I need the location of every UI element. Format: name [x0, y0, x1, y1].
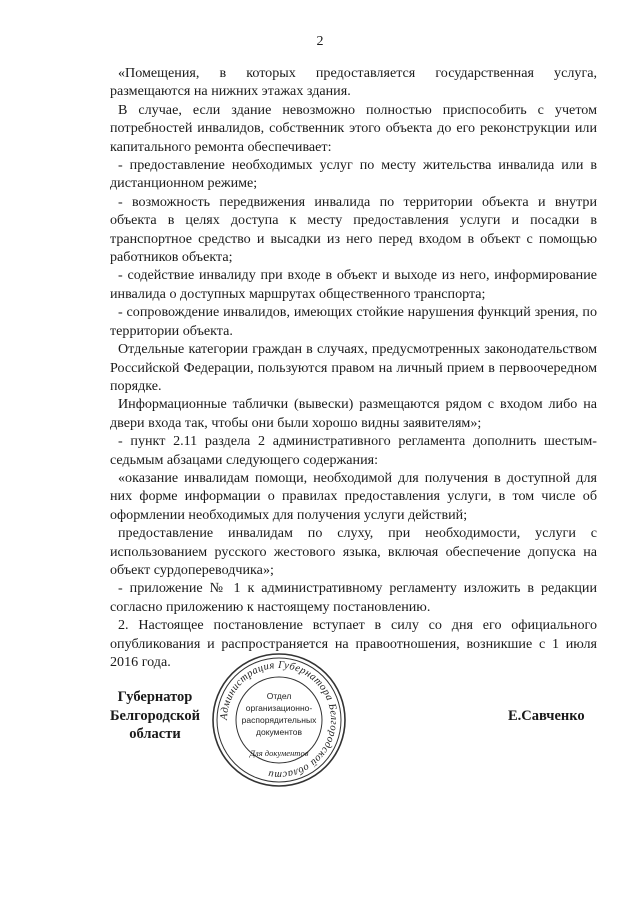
paragraph: В случае, если здание невозможно полностью приспособить с учетом потребностей инвалидов, собственник этого объекта до его реконструкции или капитального ремонта обеспечивает: [110, 101, 597, 155]
signature-title-line2: Белгородской области [109, 707, 201, 742]
stamp-line2: организационно- [245, 703, 313, 713]
signature-title [90, 688, 220, 744]
page-number: 2 [316, 34, 324, 49]
paragraph: Информационные таблички (вывески) размещаются рядом с входом либо на двери входа так, чтобы они были хорошо видны заявителям»; [110, 396, 597, 431]
paragraph: «оказание инвалидам помощи, необходимой для получения в доступной для них форме информации о правилах предоставления услуги, в том числе об оформлении необходимых для получения услуги действий; [110, 469, 597, 523]
paragraph: - предоставление необходимых услуг по месту жительства инвалида или в дистанционном режиме; [110, 157, 597, 192]
paragraph: «Помещения, в которых предоставляется государственная услуга, размещаются на нижних этажах здания. [110, 65, 597, 100]
paragraph: Отдельные категории граждан в случаях, предусмотренных законодательством Российской Федерации, пользуются правом на личный прием в первоочередном порядке. [110, 341, 597, 394]
signature-name: Е.Савченко [508, 708, 585, 724]
paragraph: - содействие инвалиду при входе в объект и выходе из него, информирование инвалида о доступных маршрутах общественного транспорта; [110, 267, 597, 302]
official-stamp [211, 652, 347, 788]
stamp-ring-text: Администрация Губернатора Белгородской области [218, 659, 340, 781]
paragraph: предоставление инвалидам по слуху, при необходимости, услуги с использованием русского жестового языка, включая обеспечение допуска на объект сурдопереводчика»; [110, 525, 597, 578]
paragraph: - возможность передвижения инвалида по территории объекта и внутри объекта в целях доступа к месту предоставления услуги и посадки в транспортное средство и высадки из него перед входом в объект с помощью работников объекта; [110, 193, 597, 266]
stamp-line4: документов [256, 727, 302, 737]
paragraph: - пункт 2.11 раздела 2 административного регламента дополнить шестым-седьмым абзацами следующего содержания: [110, 433, 597, 468]
stamp-line3: распорядительных [241, 715, 317, 725]
stamp-line1: Отдел [266, 691, 292, 701]
stamp-bottom-text: Для документов [249, 748, 309, 758]
paragraph: - сопровождение инвалидов, имеющих стойкие нарушения функций зрения, по территории объекта. [110, 304, 597, 339]
paragraph: - приложение № 1 к административному регламенту изложить в редакции согласно приложению к настоящему постановлению. [110, 580, 597, 615]
document-body [110, 64, 597, 671]
signature-title-line1: Губернатор [117, 689, 193, 705]
paragraph: 2. Настоящее постановление вступает в силу со дня его официального опубликования и распространяется на правоотношения, возникшие с 1 июля 2016 года. [110, 617, 597, 670]
